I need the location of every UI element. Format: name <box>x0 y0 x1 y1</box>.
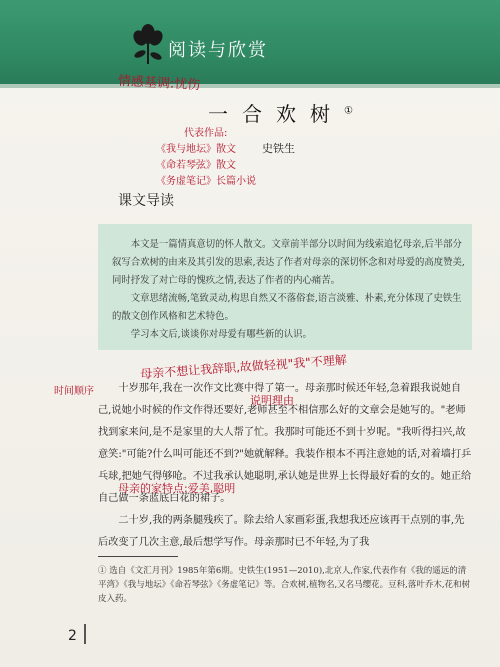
body-paragraph: 二十岁,我的两条腿残疾了。除去给人家画彩蛋,我想我还应该再干点别的事,先后改变了几次主意,最后想学写作。母亲那时已不年轻,为了我 <box>98 515 465 548</box>
guide-text <box>112 236 466 344</box>
article-title <box>208 98 353 127</box>
works-item: 《务虚笔记》长篇小说 <box>156 176 256 187</box>
footnote-divider <box>98 556 178 557</box>
article-title-text: 一合欢树 <box>208 102 344 126</box>
handwritten-emotion-note: 情感基调:忧伤 <box>117 73 201 94</box>
handwritten-time-note: 时间顺序 <box>54 386 94 397</box>
works-heading: 代表作品: <box>184 128 228 139</box>
handwritten-line-note: 母亲不想让我辞职,故做轻视"我"不理解 <box>139 352 348 382</box>
title-footnote-mark: ① <box>344 105 353 117</box>
handwritten-mother-note: 母亲的家特点:爱美,聪明 <box>118 482 236 495</box>
page-number: 2 <box>68 628 77 644</box>
handwritten-reason-note: 说明理由 <box>250 394 294 407</box>
article-author: 史铁生 <box>262 142 295 155</box>
guide-heading: 课文导读 <box>118 193 174 209</box>
section-title: 阅读与欣赏 <box>168 40 268 61</box>
page-number-bar <box>84 624 86 644</box>
body-paragraph: 十岁那年,我在一次作文比赛中得了第一。母亲那时候还年轻,急着跟我说她自己,说她小时候的作文作得还要好,老师甚至不相信那么好的文章会是她写的。"老师找到家来问,是不是家里的大人帮了忙。我那时可能还不到十岁呢。"我听得扫兴,故意笑:"可能?什么叫可能还不到?"她就解释。我装作根本不再注意她的话,对着墙打乒乓球,把她气得够呛。不过我承认她聪明,承认她是世界上长得最好看的女的。她正给自己做一条蓝底白花的裙子。 <box>98 383 472 504</box>
banner-shadow <box>0 84 500 88</box>
guide-paragraph: 本文是一篇情真意切的怀人散文。文章前半部分以时间为线索追忆母亲,后半部分叙写合欢树的由来及其引发的思索,表达了作者对母亲的深切怀念和对母爱的高度赞美,同时抒发了对亡母的愧疚之情,表达了作者的内心痛苦。 <box>112 239 465 286</box>
handwritten-works-note <box>156 126 256 190</box>
guide-paragraph: 文章思绪流畅,笔致灵动,构思自然又不落俗套,语言淡雅、朴素,充分体现了史铁生的散文创作风格和艺术特色。 <box>112 293 462 322</box>
works-item: 《命若琴弦》散文 <box>156 160 236 171</box>
guide-paragraph: 学习本文后,谈谈你对母爱有哪些新的认识。 <box>130 329 312 340</box>
flower-icon <box>128 18 168 66</box>
footnote: ① 选自《文汇月刊》1985年第6期。史铁生(1951—2010),北京人,作家,代表作有《我的遥远的清平湾》《我与地坛》《命若琴弦》《务虚笔记》等。合欢树,植物名,又名马缨花。豆科,落叶乔木,花和树皮入药。 <box>98 566 471 604</box>
works-item: 《我与地坛》散文 <box>156 144 236 155</box>
